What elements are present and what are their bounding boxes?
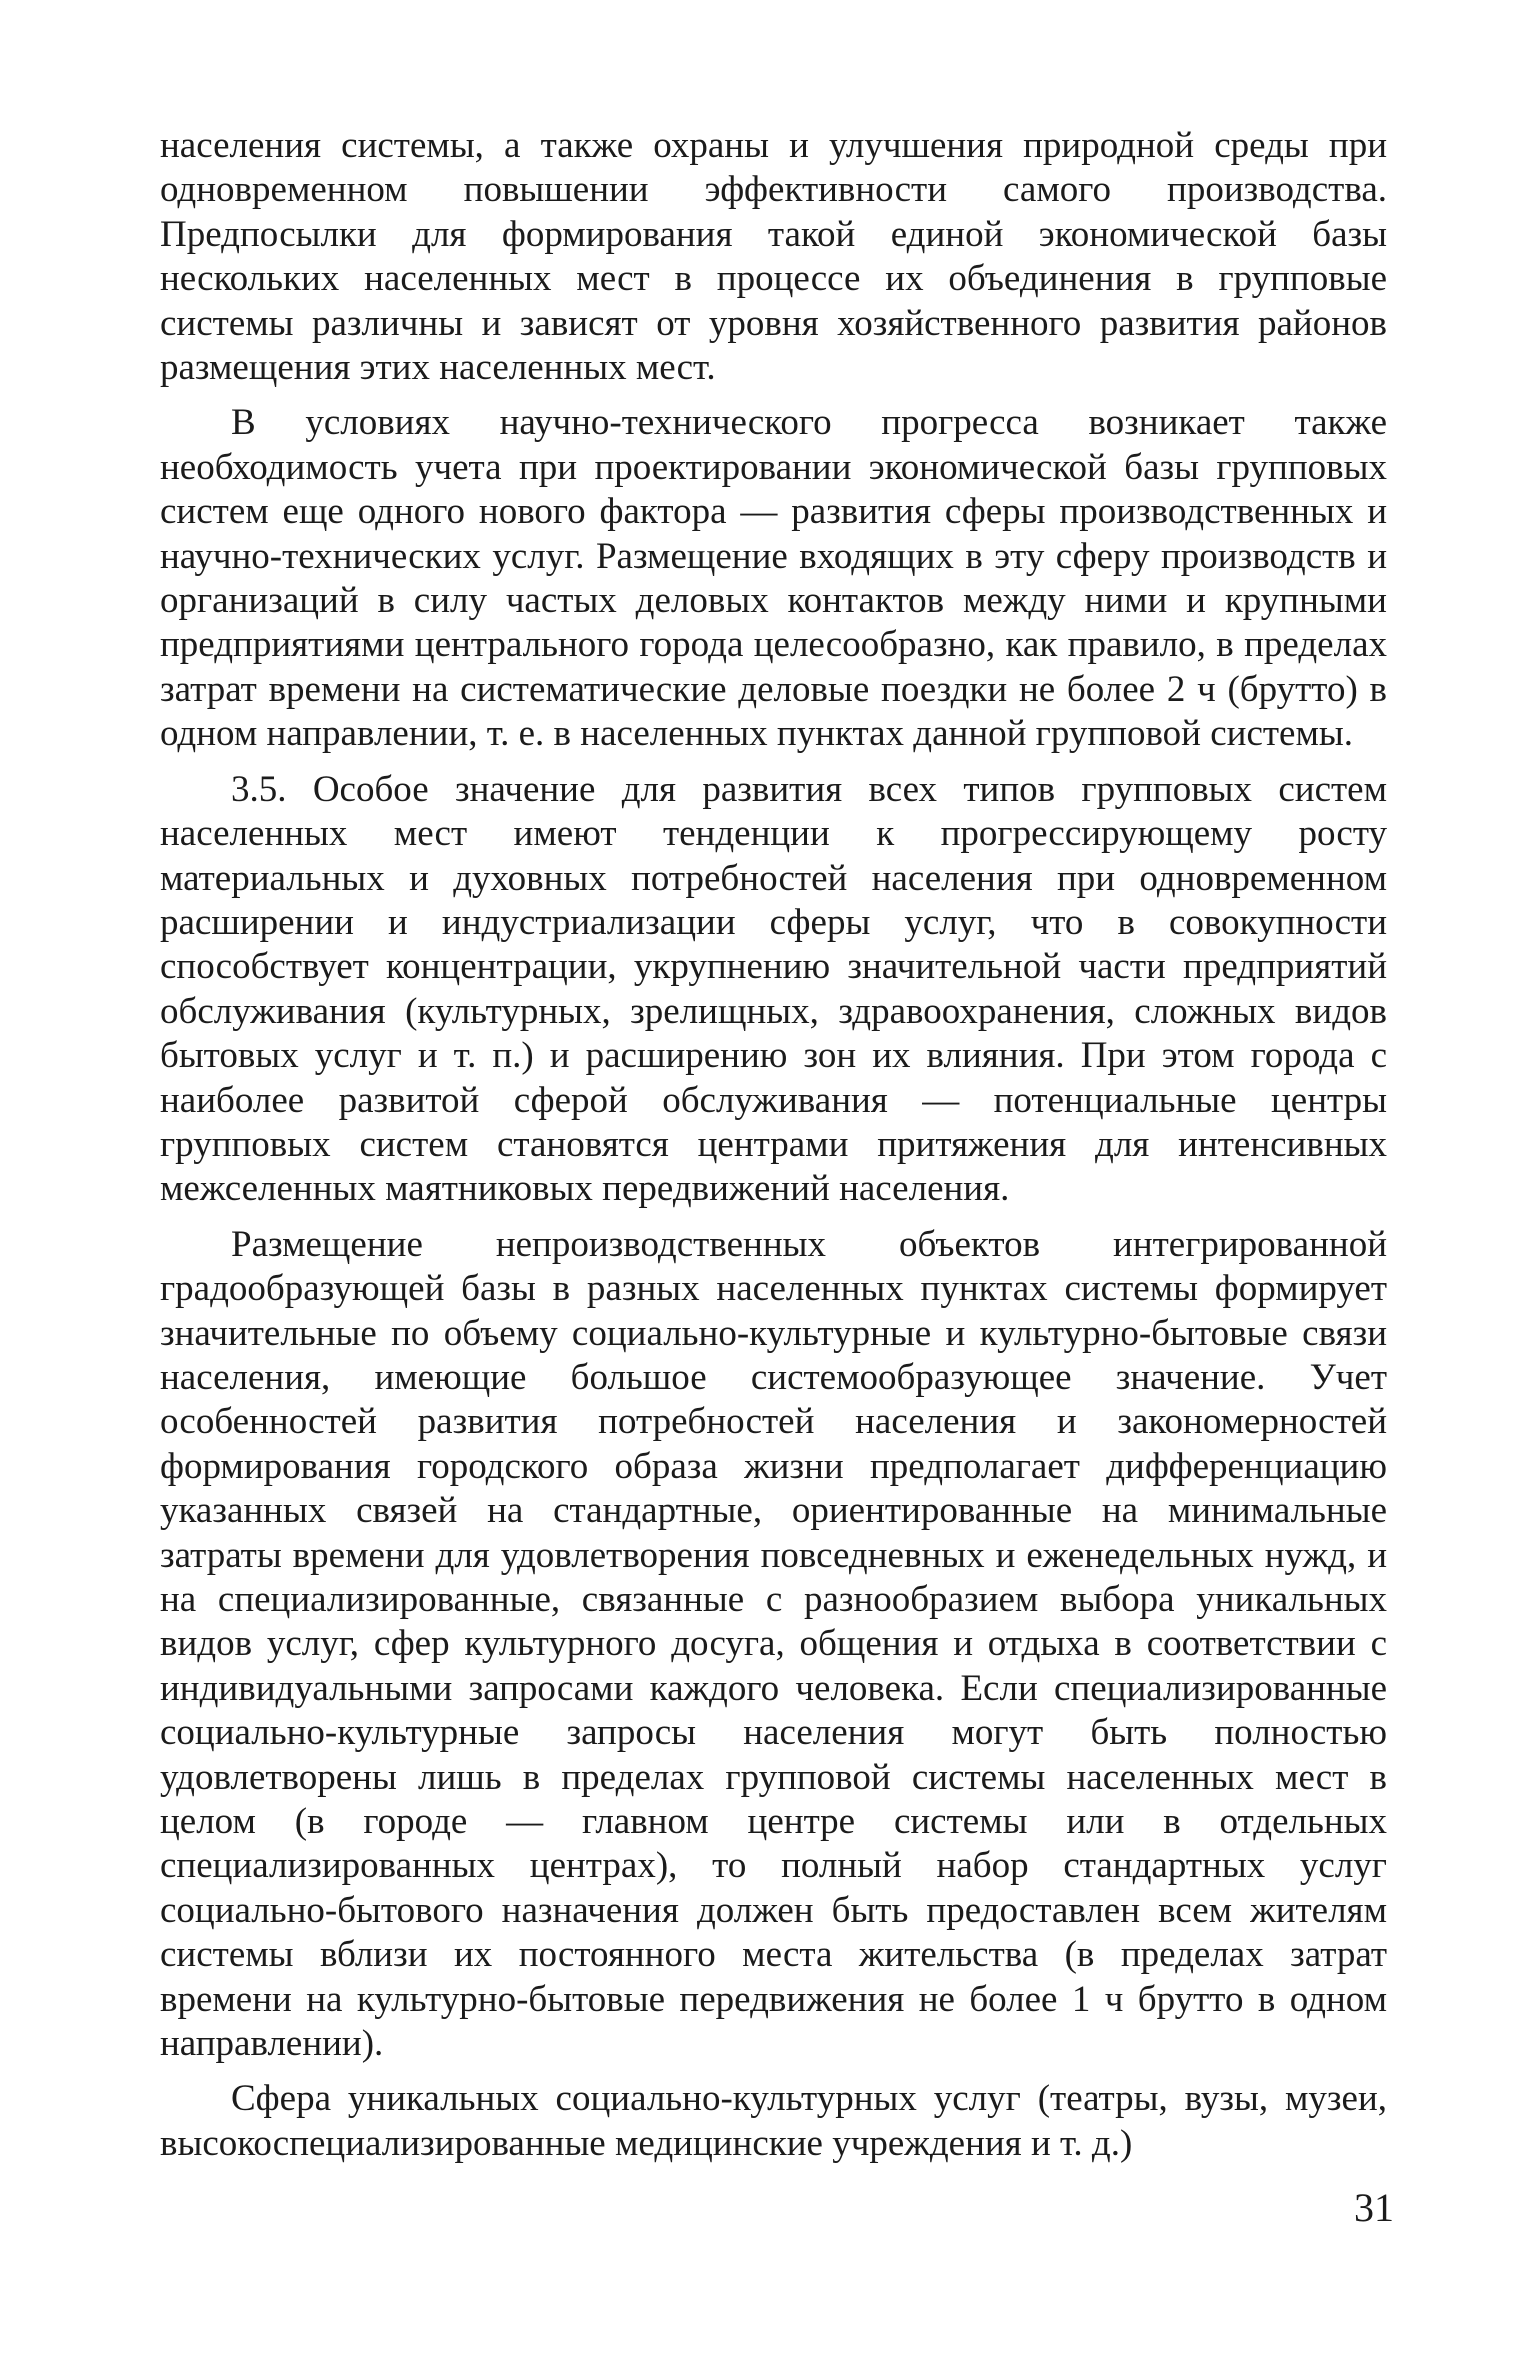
- body-text: [160, 124, 1387, 2177]
- paragraph-scientific-progress: В условиях научно-технического прогресса возникает также необходимость учета при проектировании экономической базы групповых систем еще одного нового фактора — развития сферы производственных и научно-технических услуг. Размещение входящих в эту сферу производств и организаций в силу частых деловых контактов между ними и крупными предприятиями центрального города целесообразно, как правило, в пределах затрат времени на систематические деловые поездки не более 2 ч (брутто) в одном направлении, т. е. в населенных пунктах данной групповой системы.: [160, 402, 1387, 755]
- paragraph-section-3-5: 3.5. Особое значение для развития всех типов групповых систем населенных мест имеют тенденции к прогрессирующему росту материальных и духовных потребностей населения при одновременном расширении и индустриализации сферы услуг, что в совокупности способствует концентрации, укрупнению значительной части предприятий обслуживания (культурных, зрелищных, здравоохранения, сложных видов бытовых услуг и т. п.) и расширению зон их влияния. При этом города с наиболее развитой сферой обслуживания — потенциальные центры групповых систем становятся центрами притяжения для интенсивных межселенных маятниковых передвижений населения.: [160, 768, 1387, 1210]
- paragraph-unique-services: Сфера уникальных социально-культурных услуг (театры, вузы, музеи, высокоспециализированные медицинские учреждения и т. д.): [160, 2078, 1387, 2164]
- paragraph-nonproduction-objects: Размещение непроизводственных объектов интегрированной градообразующей базы в разных населенных пунктах системы формирует значительные по объему социально-культурные и культурно-бытовые связи населения, имеющие большое системообразующее значение. Учет особенностей развития потребностей населения и закономерностей формирования городского образа жизни предполагает дифференциацию указанных связей на стандартные, ориентированные на минимальные затраты времени для удовлетворения повседневных и еженедельных нужд, и на специализированные, связанные с разнообразием выбора уникальных видов услуг, сфер культурного досуга, общения и отдыха в соответствии с индивидуальными запросами каждого человека. Если специализированные социально-культурные запросы населения могут быть полностью удовлетворены лишь в пределах групповой системы населенных мест в целом (в городе — главном центре системы или в отдельных специализированных центрах), то полный набор стандартных услуг социально-бытового назначения должен быть предоставлен всем жителям системы вблизи их постоянного места жительства (в пределах затрат времени на культурно-бытовые передвижения не более 1 ч брутто в одном направлении).: [160, 1223, 1387, 2065]
- page-number: 31: [1354, 2185, 1394, 2230]
- paragraph-continuation: населения системы, а также охраны и улучшения природной среды при одновременном повышении эффективности самого производства. Предпосылки для формирования такой единой экономической базы нескольких населенных мест в процессе их объединения в групповые системы различны и зависят от уровня хозяйственного развития районов размещения этих населенных мест.: [160, 125, 1387, 389]
